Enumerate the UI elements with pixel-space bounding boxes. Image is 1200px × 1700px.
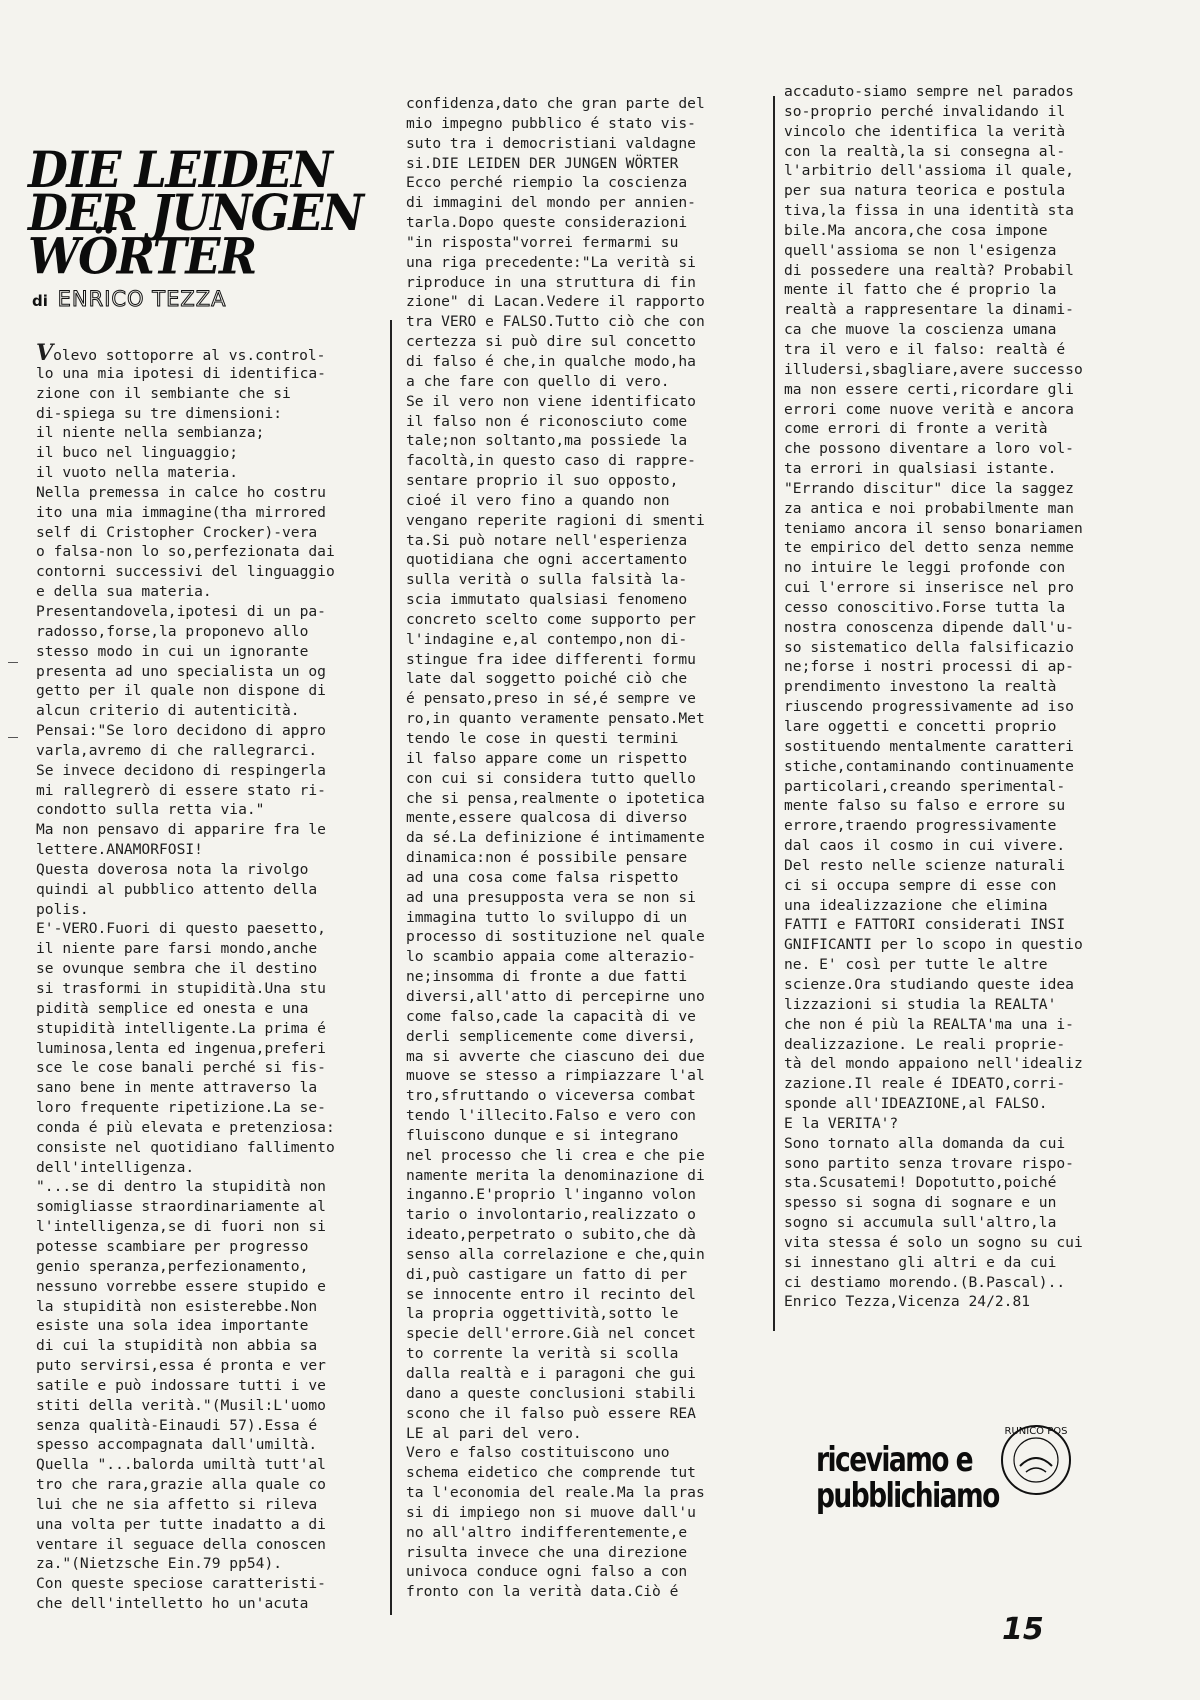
text-line: Pensai:"Se loro decidono di appro [36, 722, 326, 740]
byline [32, 287, 227, 311]
text-line: risulta invece che una direzione [406, 1543, 688, 1561]
text-line: varla,avremo di che rallegrarci. [36, 741, 318, 759]
title-line-1: DIE LEIDEN [28, 140, 332, 199]
text-line: tra VERO e FALSO.Tutto ciò che con [406, 313, 705, 331]
text-line: vincolo che identifica la verità [784, 122, 1066, 140]
seal-text: RUNICO POS [1004, 1426, 1068, 1437]
text-line: fluiscono dunque e si integrano [406, 1126, 679, 1144]
text-line: radosso,forse,la proponevo allo [36, 622, 309, 640]
text-line: accaduto-siamo sempre nel parados [784, 83, 1074, 100]
text-line: che dell'intelletto ho un'acuta [36, 1595, 309, 1613]
margin-mark [8, 737, 18, 738]
text-line: come errori di fronte a verità [784, 420, 1048, 438]
text-line: a che fare con quello di vero. [406, 372, 670, 390]
text-line: zazione.Il reale é IDEATO,corri- [784, 1075, 1066, 1093]
text-line: GNIFICANTI per lo scopo in questio [784, 936, 1083, 954]
text-line: Nella premessa in calce ho costru [36, 483, 326, 501]
text-line: si trasformi in stupidità.Una stu [36, 980, 326, 997]
text-line: Vero e falso costituiscono uno [406, 1444, 670, 1462]
text-line: riuscendo progressivamente ad iso [784, 698, 1074, 716]
text-line: sono partito senza trovare rispo- [784, 1154, 1074, 1172]
text-line: dal caos il cosmo in cui vivere. [784, 837, 1066, 855]
text-line: scia immutato qualsiasi fenomeno [406, 591, 688, 609]
text-line: il vuoto nella materia. [36, 464, 239, 482]
text-line: ad una presupposta vera se non si [406, 888, 696, 906]
text-line: cioé il vero fino a quando non [406, 491, 670, 509]
text-line: che si pensa,realmente o ipotetica [406, 789, 705, 807]
margin-mark [8, 662, 18, 663]
text-line: so-proprio perché invalidando il [784, 102, 1066, 120]
text-line: somigliasse straordinariamente al [36, 1198, 326, 1216]
text-line: sce le cose banali perché si fis- [36, 1059, 326, 1077]
text-line: lizzazioni si studia la REALTA' [784, 995, 1057, 1013]
text-line: ta l'economia del reale.Ma la pras [406, 1484, 705, 1502]
text-line: sulla verità o sulla falsità la- [406, 571, 688, 589]
text-line: cesso conoscitivo.Forse tutta la [784, 598, 1066, 616]
text-line: mio impegno pubblico é stato vis- [406, 114, 696, 132]
text-line: nel processo che li crea e che pie [406, 1146, 705, 1164]
text-line: contorni successivi del linguaggio [36, 563, 335, 581]
text-line: sentare proprio il suo opposto, [406, 472, 679, 490]
text-line: ne;insomma di fronte a due fatti [406, 968, 688, 986]
text-line: sano bene in mente attraverso la [36, 1079, 318, 1097]
text-line: presenta ad uno specialista un og [36, 662, 326, 680]
text-line: si innestano gli altri e da cui [784, 1253, 1057, 1271]
text-line: il buco nel linguaggio; [36, 444, 239, 462]
text-line: ro,in quanto veramente pensato.Met [406, 710, 705, 728]
text-line: satile e può indossare tutti i ve [36, 1376, 326, 1394]
text-line: za."(Nietzsche Ein.79 pp54). [36, 1555, 283, 1573]
text-line: tendo le cose in questi termini [406, 730, 679, 747]
text-line: scienze.Ora studiando queste idea [784, 975, 1074, 993]
text-line: se ovunque sembra che il destino [36, 960, 318, 978]
text-line: sostituendo mentalmente caratteri [784, 737, 1074, 755]
text-line: luminosa,lenta ed ingenua,preferi [36, 1039, 326, 1057]
text-line: errori come nuove verità e ancora [784, 400, 1074, 418]
text-line: ideato,perpetrato o subito,che dà [406, 1226, 696, 1244]
text-line: lui che ne sia affetto si rileva [36, 1495, 318, 1513]
text-line: nostra conoscenza dipende dall'u- [784, 618, 1074, 636]
text-line: di,può castigare un fatto di per [406, 1265, 688, 1283]
text-line: mente,essere qualcosa di diverso [406, 809, 688, 827]
text-line: stiche,contaminando continuamente [784, 757, 1074, 775]
text-line: di cui la stupidità non abbia sa [36, 1337, 318, 1355]
text-line: il falso non é riconosciuto come [406, 412, 688, 430]
text-line: tendo l'illecito.Falso e vero con [406, 1107, 696, 1125]
text-line: spesso accompagnata dall'umiltà. [36, 1436, 318, 1454]
text-line: ne;forse i nostri processi di ap- [784, 658, 1074, 676]
text-line: cui l'errore si inserisce nel pro [784, 579, 1074, 597]
text-line: l'arbitrio dell'assioma il quale, [784, 162, 1074, 180]
text-line: una volta per tutte inadatto a di [36, 1515, 326, 1533]
article-title [28, 140, 408, 286]
text-line: dano a queste conclusioni stabili [406, 1384, 696, 1402]
stamp-seal-icon [996, 1420, 1076, 1500]
text-line: LE al pari del vero. [406, 1424, 582, 1442]
text-line: teniamo ancora il senso bonariamen [784, 519, 1083, 537]
text-line: tra il vero e il falso: realtà é [784, 340, 1066, 358]
text-line: é pensato,preso in sé,é sempre ve [406, 690, 696, 708]
text-line: la stupidità non esisterebbe.Non [36, 1297, 318, 1315]
text-line: Del resto nelle scienze naturali [784, 856, 1066, 874]
text-line: ca che muove la coscienza umana [784, 321, 1057, 339]
text-line: FATTI e FATTORI considerati INSI [784, 916, 1066, 934]
text-line: Questa doverosa nota la rivolgo [36, 860, 309, 878]
column-divider-2 [773, 96, 775, 1331]
logo-line-1: riceviamo e [816, 1440, 973, 1480]
text-line: conda é più elevata e pretenziosa: [36, 1118, 335, 1136]
text-line: zione con il sembiante che si [36, 384, 291, 402]
text-line: lare oggetti e concetti proprio [784, 718, 1057, 735]
text-line: Ma non pensavo di apparire fra le [36, 821, 326, 839]
text-line: lo scambio appaia come alterazio- [406, 948, 696, 966]
text-line: se innocente entro il recinto del [406, 1285, 696, 1303]
logo-text [816, 1442, 999, 1514]
text-line: Presentandovela,ipotesi di un pa- [36, 602, 326, 620]
text-line: muove se stesso a rimpiazzare l'al [406, 1067, 705, 1085]
title-line-2: DER JUNGEN [28, 183, 363, 242]
text-line: confidenza,dato che gran parte del [406, 95, 705, 112]
text-line: specie dell'errore.Già nel concet [406, 1325, 696, 1343]
text-line: loro frequente ripetizione.La se- [36, 1099, 326, 1117]
text-line: e della sua materia. [36, 583, 212, 601]
text-line: realtà a rappresentare la dinami- [784, 301, 1074, 319]
text-line: lo una mia ipotesi di identifica- [36, 364, 326, 382]
text-line: immagina tutto lo sviluppo di un [406, 908, 688, 926]
text-line: univoca conduce ogni falso a con [406, 1563, 688, 1581]
riceviamo-pubblichiamo-logo [816, 1420, 1076, 1540]
text-line: scono che il falso può essere REA [406, 1404, 696, 1422]
text-line: l'intelligenza,se di fuori non si [36, 1218, 326, 1236]
text-line: consiste nel quotidiano fallimento [36, 1138, 335, 1156]
text-line: stiti della verità."(Musil:L'uomo [36, 1396, 326, 1414]
text-line: il falso appare come un rispetto [406, 749, 688, 767]
text-line: Quella "...balorda umiltà tutt'al [36, 1456, 326, 1474]
text-line: lettere.ANAMORFOSI! [36, 841, 203, 859]
text-line: Sono tornato alla domanda da cui [784, 1134, 1066, 1152]
text-line: tale;non soltanto,ma possiede la [406, 432, 688, 450]
text-line: pidità semplice ed onesta e una [36, 999, 309, 1017]
text-line: dealizzazione. Le reali proprie- [784, 1035, 1066, 1053]
text-line: schema eidetico che comprende tut [406, 1464, 696, 1482]
text-line: con cui si considera tutto quello [406, 769, 696, 787]
text-line: "...se di dentro la stupidità non [36, 1178, 326, 1196]
text-line: si.DIE LEIDEN DER JUNGEN WÖRTER [406, 154, 679, 172]
text-line: tro che rara,grazie alla quale co [36, 1476, 326, 1494]
column-divider-1 [390, 320, 392, 1615]
text-line: l'indagine e,al contempo,non di- [406, 630, 688, 648]
text-line: te empirico del detto senza nemme [784, 539, 1074, 557]
text-line: late dal soggetto poiché ciò che [406, 670, 688, 688]
text-line: getto per il quale non dispone di [36, 682, 326, 700]
author-name: ENRICO TEZZA [57, 287, 227, 311]
text-line: fronto con la verità data.Ciò é [406, 1583, 679, 1601]
text-line: stingue fra idee differenti formu [406, 650, 696, 668]
text-line: quotidiana che ogni accertamento [406, 551, 688, 569]
text-line: genio speranza,perfezionamento, [36, 1257, 309, 1275]
text-line: Con queste speciose caratteristi- [36, 1575, 326, 1593]
text-line: ta.Si può notare nell'esperienza [406, 531, 688, 549]
text-line: ci si occupa sempre di esse con [784, 876, 1057, 894]
text-line: "in risposta"vorrei fermarmi su [406, 233, 679, 251]
text-line: esiste una sola idea importante [36, 1317, 309, 1335]
text-column-2 [406, 94, 766, 1602]
text-line: che possono diventare a loro vol- [784, 440, 1074, 458]
text-line: certezza si può dire sul concetto [406, 333, 696, 351]
text-line: potesse scambiare per progresso [36, 1237, 309, 1255]
text-line: no intuire le leggi profonde con [784, 559, 1066, 577]
text-line: stesso modo in cui un ignorante [36, 642, 309, 660]
text-column-3 [784, 82, 1124, 1312]
text-line: ma non essere certi,ricordare gli [784, 380, 1074, 398]
text-line: spesso si sogna di sognare e un [784, 1194, 1057, 1212]
text-line: namente merita la denominazione di [406, 1166, 705, 1184]
text-line: vengano reperite ragioni di smenti [406, 511, 705, 529]
drop-cap: V [36, 340, 54, 366]
text-line: con la realtà,la si consegna al- [784, 142, 1066, 160]
text-line: mente falso su falso e errore su [784, 797, 1066, 815]
text-line: suto tra i democristiani valdagne [406, 134, 696, 152]
text-line: stupidità intelligente.La prima é [36, 1019, 326, 1037]
text-line: mente il fatto che é proprio la [784, 281, 1057, 299]
text-line: dalla realtà e i paragoni che gui [406, 1365, 696, 1382]
text-line: sponde all'IDEAZIONE,al FALSO. [784, 1095, 1048, 1113]
text-line: ito una mia immagine(tha mirrored [36, 503, 326, 521]
text-line: sta.Scusatemi! Dopotutto,poiché [784, 1174, 1057, 1192]
text-line: riproduce in una struttura di fin [406, 273, 696, 291]
text-line: "Errando discitur" dice la saggez [784, 479, 1074, 497]
text-line: polis. [36, 900, 89, 918]
text-line: quindi al pubblico attento della [36, 880, 318, 898]
text-line: quell'assioma se non l'esigenza [784, 241, 1057, 259]
text-line: sogno si accumula sull'altro,la [784, 1214, 1057, 1232]
text-line: di possedere una realtà? Probabil [784, 261, 1074, 279]
text-line: alcun criterio di autenticità. [36, 702, 300, 720]
text-line: prendimento investono la realtà [784, 678, 1057, 696]
text-line: vita stessa é solo un sogno su cui [784, 1233, 1083, 1251]
text-line: concreto scelto come supporto per [406, 610, 696, 628]
text-line: ad una cosa come falsa rispetto [406, 868, 679, 886]
text-line: bile.Ma ancora,che cosa impone [784, 221, 1048, 239]
text-line: senza qualità-Einaudi 57).Essa é [36, 1416, 318, 1434]
text-line: E la VERITA'? [784, 1114, 899, 1132]
text-line: self di Cristopher Crocker)-vera [36, 523, 318, 541]
text-line: come falso,cade la capacità di ve [406, 1007, 696, 1025]
text-line: illudersi,sbagliare,avere successo [784, 360, 1083, 378]
text-line: una idealizzazione che elimina [784, 896, 1048, 914]
text-line: che non é più la REALTA'ma una i- [784, 1015, 1074, 1033]
text-line: da sé.La definizione é intimamente [406, 829, 705, 847]
text-line: tro,sfruttando o viceversa combat [406, 1087, 696, 1105]
text-line: condotto sulla retta via." [36, 801, 265, 819]
text-line: la propria oggettività,sotto le [406, 1305, 679, 1323]
text-line: ci destiamo morendo.(B.Pascal).. [784, 1273, 1066, 1291]
text-line: ta errori in qualsiasi istante. [784, 460, 1057, 478]
text-line: errore,traendo progressivamente [784, 817, 1057, 835]
text-line: senso alla correlazione e che,quin [406, 1245, 705, 1263]
text-line: Volevo sottoporre al vs.control- [36, 340, 326, 366]
text-line: Ecco perché riempio la coscienza [406, 174, 688, 192]
text-line: tario o involontario,realizzato o [406, 1206, 696, 1224]
text-line: so sistematico della falsificazio [784, 638, 1074, 656]
text-line: il niente nella sembianza; [36, 424, 265, 442]
text-line: di-spiega su tre dimensioni: [36, 404, 283, 422]
text-line: particolari,creando sperimental- [784, 777, 1066, 795]
text-line: di immagini del mondo per annien- [406, 194, 696, 212]
text-line: o falsa-non lo so,perfezionata dai [36, 543, 335, 561]
text-line: tà del mondo appaiono nell'idealiz [784, 1055, 1083, 1073]
text-line: zione" di Lacan.Vedere il rapporto [406, 293, 705, 311]
text-line: puto servirsi,essa é pronta e ver [36, 1357, 326, 1375]
text-line: no all'altro indifferentemente,e [406, 1523, 688, 1541]
text-line: derli semplicemente come diversi, [406, 1027, 696, 1045]
text-line: processo di sostituzione nel quale [406, 928, 705, 946]
text-line: il niente pare farsi mondo,anche [36, 940, 318, 958]
text-line: per sua natura teorica e postula [784, 182, 1066, 200]
text-line: facoltà,in questo caso di rappre- [406, 452, 696, 470]
title-line-3: WÖRTER [28, 226, 256, 286]
text-line: Enrico Tezza,Vicenza 24/2.81 [784, 1293, 1031, 1311]
text-line: ma si avverte che ciascuno dei due [406, 1047, 705, 1065]
text-line: di falso é che,in qualche modo,ha [406, 352, 696, 370]
text-line: si di impiego non si muove dall'u [406, 1503, 696, 1521]
text-line: za antica e noi probabilmente man [784, 499, 1074, 517]
page-number: 15 [1002, 1612, 1044, 1647]
text-line: E'-VERO.Fuori di questo paesetto, [36, 920, 326, 938]
text-line: ventare il seguace della conoscen [36, 1535, 326, 1553]
byline-prefix: di [32, 292, 48, 310]
text-line: dell'intelligenza. [36, 1158, 195, 1176]
text-line: tiva,la fissa in una identità sta [784, 202, 1074, 220]
text-line: nessuno vorrebbe essere stupido e [36, 1277, 326, 1295]
text-line: ne. E' così per tutte le altre [784, 956, 1048, 974]
text-line: to corrente la verità si scolla [406, 1345, 679, 1363]
text-line: diversi,all'atto di percepirne uno [406, 987, 705, 1005]
text-line: mi rallegrerò di essere stato ri- [36, 781, 326, 799]
text-line: dinamica:non é possibile pensare [406, 849, 688, 867]
text-column-1 [36, 340, 386, 1614]
text-line: tarla.Dopo queste considerazioni [406, 214, 688, 232]
text-line: inganno.E'proprio l'inganno volon [406, 1186, 696, 1204]
text-line: Se invece decidono di respingerla [36, 761, 326, 779]
text-line: Se il vero non viene identificato [406, 392, 696, 410]
logo-line-2: pubblichiamo [816, 1476, 999, 1516]
text-line: una riga precedente:"La verità si [406, 253, 696, 271]
